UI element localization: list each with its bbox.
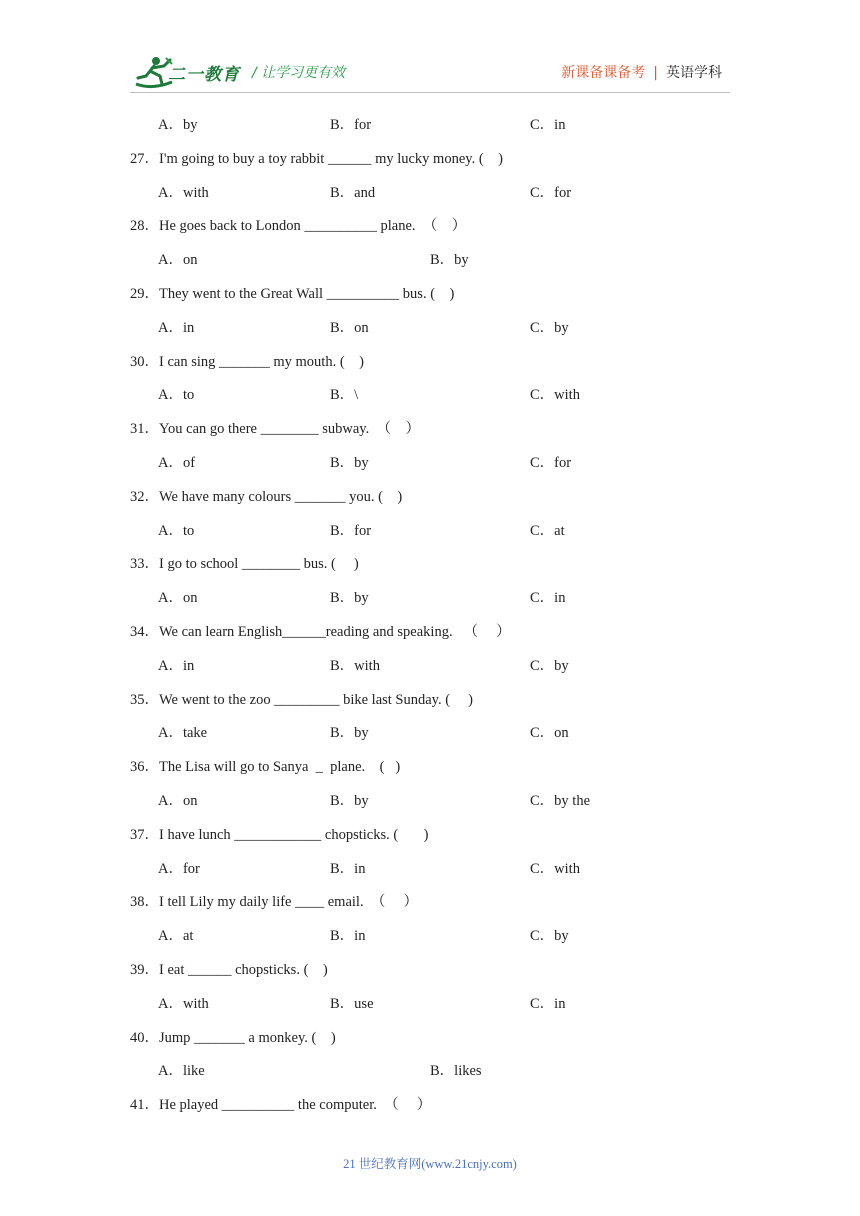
option-b: B．by bbox=[330, 793, 369, 809]
question-row bbox=[0, 282, 860, 302]
option-b: B．in bbox=[330, 860, 366, 877]
question-row bbox=[0, 1026, 860, 1046]
question-text: 39．I eat ______ chopsticks. ( ) bbox=[130, 962, 328, 978]
question-row bbox=[0, 485, 860, 505]
options-row bbox=[0, 248, 860, 268]
question-text: 29．They went to the Great Wall __________ bus. ( ) bbox=[130, 286, 455, 302]
options-row bbox=[0, 383, 860, 403]
header-divider bbox=[130, 92, 730, 93]
page-footer: 21 世纪教育网(www.21cnjy.com) bbox=[343, 1157, 517, 1171]
page-header bbox=[0, 0, 860, 100]
question-text: 28．He goes back to London __________ plane. （ ） bbox=[130, 218, 467, 235]
option-c: C．by bbox=[530, 657, 569, 674]
question-row bbox=[0, 688, 860, 708]
option-b: B．by bbox=[330, 455, 369, 471]
option-c: C．by bbox=[530, 319, 569, 336]
option-a: A．in bbox=[158, 319, 195, 336]
question-row bbox=[0, 552, 860, 572]
option-c: C．with bbox=[530, 387, 580, 404]
options-row bbox=[0, 316, 860, 336]
option-a: A．on bbox=[158, 793, 198, 809]
option-c: C．by bbox=[530, 928, 569, 945]
header-course-label: 新课备课备考 bbox=[561, 65, 646, 81]
option-b: B．use bbox=[330, 995, 374, 1012]
option-c: C．by the bbox=[530, 793, 591, 809]
option-c: C．at bbox=[530, 522, 565, 539]
option-a: A．with bbox=[158, 995, 209, 1012]
option-a: A．by bbox=[158, 117, 198, 133]
options-row bbox=[0, 721, 860, 741]
option-a: A．for bbox=[158, 860, 200, 877]
option-a: A．take bbox=[158, 725, 208, 742]
option-c: C．in bbox=[530, 117, 566, 133]
question-text: 35．We went to the zoo _________ bike last Sunday. ( ) bbox=[130, 691, 474, 708]
question-text: 32．We have many colours _______ you. ( ) bbox=[130, 488, 403, 505]
option-b: B．with bbox=[330, 657, 380, 674]
option-c: C．on bbox=[530, 725, 569, 742]
option-a: A．of bbox=[158, 455, 196, 471]
options-row bbox=[0, 586, 860, 606]
option-a: A．at bbox=[158, 928, 194, 945]
options-row bbox=[0, 451, 860, 471]
option-b: B．by bbox=[330, 590, 369, 607]
option-b: B．for bbox=[330, 522, 372, 539]
option-a: A．with bbox=[158, 184, 209, 201]
option-b: B．and bbox=[330, 184, 376, 201]
question-text: 36．The Lisa will go to Sanya _ plane. ( ) bbox=[130, 759, 401, 776]
option-b: B．by bbox=[330, 725, 369, 742]
options-row bbox=[0, 654, 860, 674]
option-b: B．for bbox=[330, 117, 372, 133]
header-subject bbox=[561, 62, 722, 82]
question-text: 34．We can learn English______reading and speaking. （ ） bbox=[130, 624, 511, 640]
option-b: B．in bbox=[330, 928, 366, 945]
option-c: C．with bbox=[530, 860, 580, 877]
options-row bbox=[0, 924, 860, 944]
option-b: B．likes bbox=[430, 1063, 482, 1080]
question-text: 38．I tell Lily my daily life ____ email. （ ） bbox=[130, 894, 418, 911]
options-row bbox=[0, 113, 860, 133]
option-b: B．by bbox=[430, 252, 469, 269]
option-c: C．for bbox=[530, 455, 572, 471]
option-a: A．like bbox=[158, 1063, 205, 1080]
option-c: C．in bbox=[530, 590, 566, 607]
option-a: A．on bbox=[158, 590, 198, 607]
options-row bbox=[0, 519, 860, 539]
option-a: A．in bbox=[158, 657, 195, 674]
option-a: A．to bbox=[158, 522, 195, 539]
question-row bbox=[0, 823, 860, 843]
question-row bbox=[0, 214, 860, 234]
question-row bbox=[0, 417, 860, 437]
options-row bbox=[0, 1059, 860, 1079]
question-text: 27．I'm going to buy a toy rabbit ______ my lucky money. ( ) bbox=[130, 150, 503, 167]
option-b: B．on bbox=[330, 319, 369, 336]
question-text: 40．Jump _______ a monkey. ( ) bbox=[130, 1029, 336, 1046]
question-row bbox=[0, 147, 860, 167]
question-row bbox=[0, 1093, 860, 1113]
question-row bbox=[0, 755, 860, 775]
question-row bbox=[0, 350, 860, 370]
options-row bbox=[0, 992, 860, 1012]
option-c: C．for bbox=[530, 184, 572, 201]
option-c: C．in bbox=[530, 995, 566, 1012]
options-row bbox=[0, 857, 860, 877]
question-row bbox=[0, 890, 860, 910]
question-text: 37．I have lunch ____________ chopsticks. ( ) bbox=[130, 826, 429, 843]
question-text: 41．He played __________ the computer. （ ） bbox=[130, 1097, 432, 1114]
question-row bbox=[0, 958, 860, 978]
logo-text: 二一教育 bbox=[168, 65, 240, 85]
option-b: B．\ bbox=[330, 387, 359, 404]
options-row bbox=[0, 789, 860, 809]
header-subject-label: 英语学科 bbox=[666, 65, 722, 81]
header-separator: | bbox=[653, 65, 658, 81]
options-row bbox=[0, 181, 860, 201]
question-text: 30．I can sing _______ my mouth. ( ) bbox=[130, 353, 364, 370]
option-a: A．to bbox=[158, 387, 195, 404]
slogan: / 让学习更有效 bbox=[252, 65, 346, 81]
question-row bbox=[0, 620, 860, 640]
option-a: A．on bbox=[158, 252, 198, 269]
question-text: 31．You can go there ________ subway. （ ） bbox=[130, 421, 420, 438]
question-text: 33．I go to school ________ bus. ( ) bbox=[130, 556, 359, 573]
